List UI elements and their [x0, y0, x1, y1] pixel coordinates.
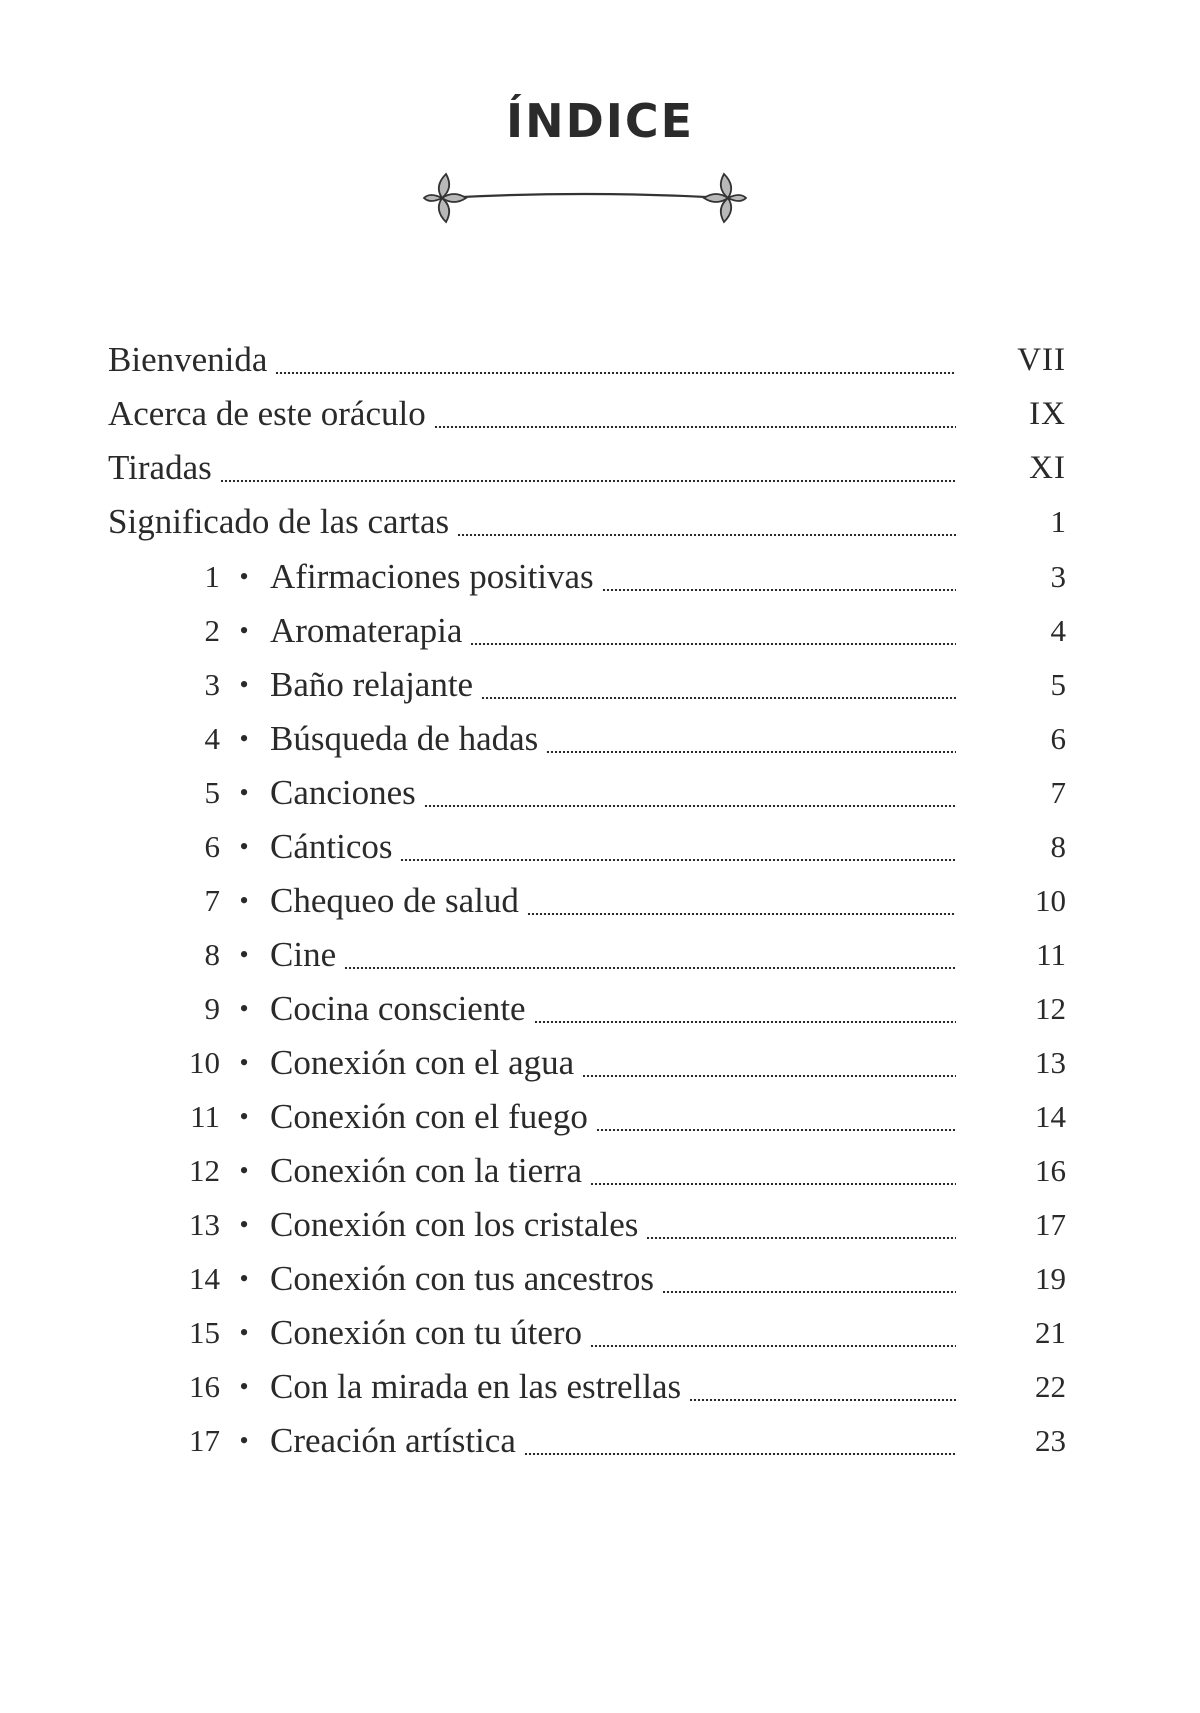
toc-card-entry[interactable]	[0, 931, 1200, 979]
toc-page-number: 5	[1050, 667, 1066, 702]
toc-page-number: 16	[1035, 1153, 1066, 1188]
bullet: •	[239, 724, 249, 753]
toc-page-number: 22	[1035, 1369, 1066, 1404]
toc-entry-title: Afirmaciones positivas	[270, 557, 594, 596]
dot-leader	[527, 913, 956, 915]
bullet: •	[239, 670, 249, 699]
toc-card-entry[interactable]	[0, 715, 1200, 763]
toc-page-number: 4	[1050, 613, 1066, 648]
dot-leader	[646, 1237, 956, 1239]
toc-card-entry[interactable]	[0, 1093, 1200, 1141]
toc-page-number: 6	[1050, 721, 1066, 756]
toc-entry-title: Bienvenida	[108, 340, 268, 379]
toc-entry-title: Conexión con tu útero	[270, 1313, 583, 1352]
toc-page-number: 3	[1050, 559, 1066, 594]
bullet: •	[239, 1048, 249, 1077]
toc-entry-title: Acerca de este oráculo	[108, 394, 426, 433]
toc-page-number: 23	[1035, 1423, 1066, 1458]
bullet: •	[239, 1264, 249, 1293]
card-number: 17	[189, 1423, 220, 1458]
toc-card-entry[interactable]	[0, 769, 1200, 817]
toc-page-number: 13	[1035, 1045, 1066, 1080]
card-number: 4	[204, 721, 220, 756]
toc-entry-title: Cocina consciente	[270, 989, 526, 1028]
card-number: 12	[189, 1153, 220, 1188]
toc-entry-title: Creación artística	[270, 1421, 516, 1460]
toc-entry-title: Chequeo de salud	[270, 881, 519, 920]
toc-card-entry[interactable]	[0, 553, 1200, 601]
toc-card-entry[interactable]	[0, 985, 1200, 1033]
bullet: •	[239, 778, 249, 807]
toc-page-number: 12	[1035, 991, 1066, 1026]
toc-entry-title: Búsqueda de hadas	[270, 719, 539, 758]
dot-leader	[344, 967, 956, 969]
dot-leader	[590, 1345, 956, 1347]
bullet: •	[239, 616, 249, 645]
card-number: 1	[204, 559, 220, 594]
toc-page-number: IX	[1029, 396, 1066, 432]
toc-entry-title: Conexión con los cristales	[270, 1205, 639, 1244]
card-number: 10	[189, 1045, 220, 1080]
card-number: 2	[204, 613, 220, 648]
card-number: 11	[190, 1099, 220, 1134]
toc-page-number: 7	[1050, 775, 1066, 810]
toc-page-number: 10	[1035, 883, 1066, 918]
dot-leader	[689, 1399, 956, 1401]
toc-page-number: 17	[1035, 1207, 1066, 1242]
dot-leader	[424, 805, 956, 807]
toc-entry[interactable]	[0, 390, 1200, 438]
card-number: 7	[204, 883, 220, 918]
toc-entry-title: Cine	[270, 935, 337, 974]
toc-page-number: 21	[1035, 1315, 1066, 1350]
card-number: 8	[204, 937, 220, 972]
toc-card-entry[interactable]	[0, 607, 1200, 655]
toc-entry-title: Significado de las cartas	[108, 502, 450, 541]
toc-page-number: 14	[1035, 1099, 1066, 1134]
bullet: •	[239, 1426, 249, 1455]
toc-entry-title: Conexión con la tierra	[270, 1151, 582, 1190]
card-number: 15	[189, 1315, 220, 1350]
toc-entry[interactable]	[0, 336, 1200, 384]
toc-entry-title: Canciones	[270, 773, 416, 812]
bullet: •	[239, 562, 249, 591]
bullet: •	[239, 940, 249, 969]
card-number: 16	[189, 1369, 220, 1404]
card-number: 13	[189, 1207, 220, 1242]
dot-leader	[400, 859, 956, 861]
dot-leader	[275, 372, 956, 374]
dot-leader	[596, 1129, 956, 1131]
toc-entry-title: Conexión con el agua	[270, 1043, 575, 1082]
toc-card-entry[interactable]	[0, 1255, 1200, 1303]
toc-entry-title: Baño relajante	[270, 665, 474, 704]
toc-page-number: 1	[1050, 504, 1066, 539]
page-title: ÍNDICE	[505, 94, 695, 148]
dot-leader	[662, 1291, 956, 1293]
bullet: •	[239, 832, 249, 861]
toc-card-entry[interactable]	[0, 823, 1200, 871]
card-number: 3	[204, 667, 220, 702]
toc-entry-title: Con la mirada en las estrellas	[270, 1367, 682, 1406]
dot-leader	[534, 1021, 956, 1023]
leaf-branch-divider-icon	[420, 168, 750, 224]
toc-page-number: XI	[1029, 450, 1066, 486]
toc-page-number: 8	[1050, 829, 1066, 864]
toc-card-entry[interactable]	[0, 1309, 1200, 1357]
toc-page-number: 19	[1035, 1261, 1066, 1296]
toc-card-entry[interactable]	[0, 1039, 1200, 1087]
bullet: •	[239, 1318, 249, 1347]
card-number: 6	[204, 829, 220, 864]
card-number: 5	[204, 775, 220, 810]
toc-entry-title: Conexión con tus ancestros	[270, 1259, 654, 1298]
dot-leader	[470, 643, 956, 645]
toc-entry[interactable]	[0, 444, 1200, 492]
toc-entry-title: Aromaterapia	[270, 611, 463, 650]
toc-card-entry[interactable]	[0, 661, 1200, 709]
toc-page-number: VII	[1017, 342, 1066, 378]
dot-leader	[602, 589, 956, 591]
toc-entry[interactable]	[0, 498, 1200, 546]
bullet: •	[239, 994, 249, 1023]
dot-leader	[434, 426, 956, 428]
dot-leader	[582, 1075, 956, 1077]
toc-entry-title: Conexión con el fuego	[270, 1097, 588, 1136]
card-number: 14	[189, 1261, 220, 1296]
toc-page-number: 11	[1036, 937, 1066, 972]
dot-leader	[481, 697, 956, 699]
dot-leader	[220, 480, 956, 482]
toc-entry-title: Cánticos	[270, 827, 393, 866]
dot-leader	[524, 1453, 956, 1455]
bullet: •	[239, 1102, 249, 1131]
dot-leader	[457, 534, 956, 536]
dot-leader	[546, 751, 956, 753]
bullet: •	[239, 1156, 249, 1185]
toc-card-entry[interactable]	[0, 1147, 1200, 1195]
toc-card-entry[interactable]	[0, 1201, 1200, 1249]
bullet: •	[239, 886, 249, 915]
bullet: •	[239, 1372, 249, 1401]
toc-card-entry[interactable]	[0, 1363, 1200, 1411]
card-number: 9	[204, 991, 220, 1026]
toc-card-entry[interactable]	[0, 877, 1200, 925]
dot-leader	[590, 1183, 956, 1185]
toc-card-entry[interactable]	[0, 1417, 1200, 1465]
toc-entry-title: Tiradas	[108, 448, 212, 487]
bullet: •	[239, 1210, 249, 1239]
